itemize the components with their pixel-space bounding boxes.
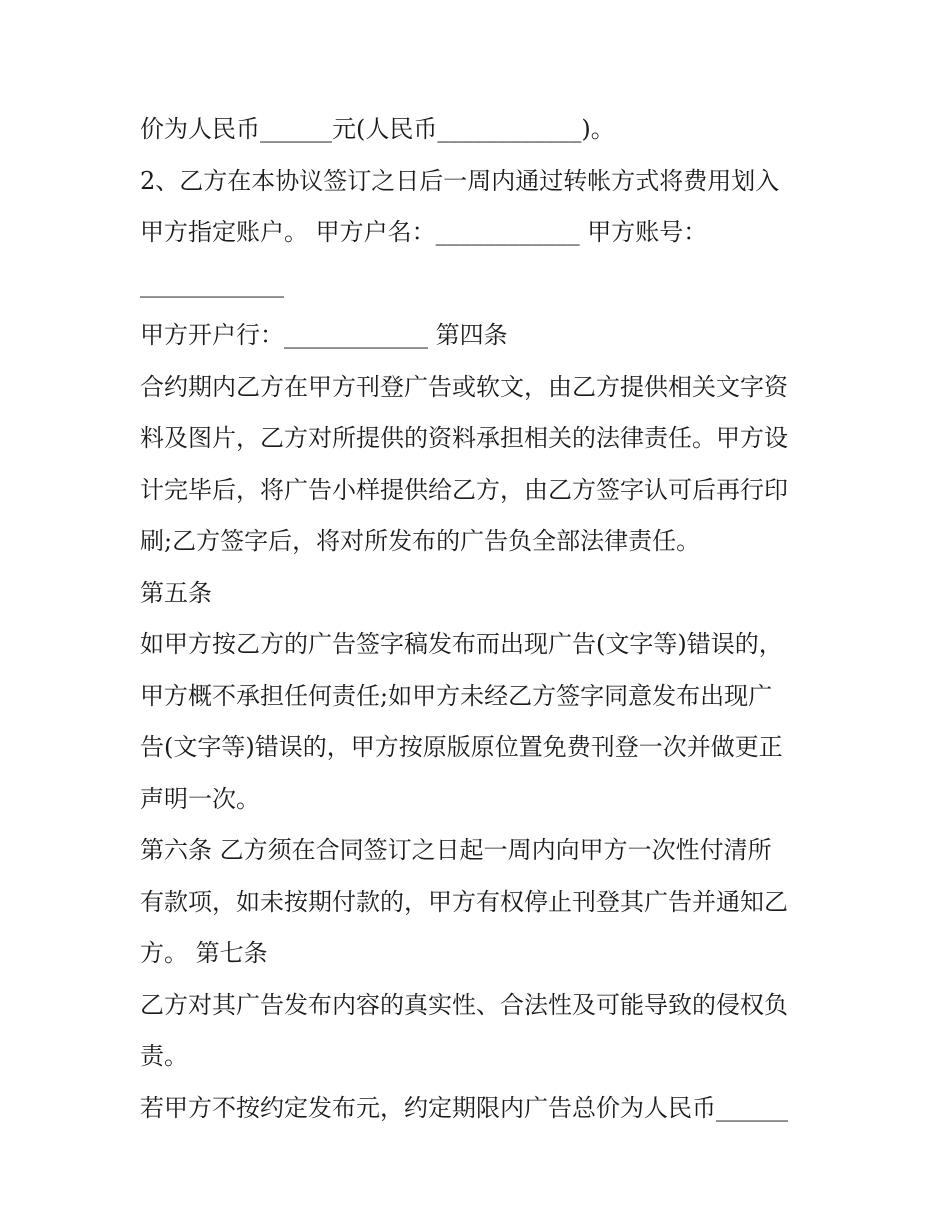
text-line-20: 若甲方不按约定发布元，约定期限内广告总价为人民币______ <box>140 1093 788 1122</box>
text-line-15: 第六条 乙方须在合同签订之日起一周内向甲方一次性付清所 <box>140 836 772 864</box>
text-line-8: 计完毕后，将广告小样提供给乙方，由乙方签字认可后再行印 <box>140 475 788 504</box>
text-line-3: 甲方指定账户。 甲方户名：____________ 甲方账号： <box>140 218 708 246</box>
text-line-5: 甲方开户行：____________ 第四条 <box>140 321 508 349</box>
text-line-16: 有款项，如未按期付款的，甲方有权停止刊登其广告并通知乙 <box>140 887 788 916</box>
text-line-1: 价为人民币______元(人民币____________)。 <box>140 115 615 143</box>
text-line-4: ____________ <box>140 269 284 298</box>
text-line-10: 第五条 <box>140 578 212 607</box>
text-line-9: 刷;乙方签字后，将对所发布的广告负全部法律责任。 <box>140 527 701 555</box>
text-line-17: 方。 第七条 <box>140 939 268 967</box>
contract-text <box>140 104 820 1134</box>
text-line-12: 甲方概不承担任何责任;如甲方未经乙方签字同意发布出现广 <box>140 681 773 710</box>
text-line-19: 责。 <box>140 1042 188 1070</box>
text-line-13: 告(文字等)错误的，甲方按原版原位置免费刊登一次并做更正 <box>140 733 783 761</box>
text-line-6: 合约期内乙方在甲方刊登广告或软文，由乙方提供相关文字资 <box>140 372 788 401</box>
text-line-2: 2、乙方在本协议签订之日后一周内通过转帐方式将费用划入 <box>140 166 780 195</box>
text-line-18: 乙方对其广告发布内容的真实性、合法性及可能导致的侵权负 <box>140 990 788 1019</box>
text-line-11: 如甲方按乙方的广告签字稿发布而出现广告(文字等)错误的， <box>140 630 783 658</box>
text-line-7: 料及图片，乙方对所提供的资料承担相关的法律责任。甲方设 <box>140 424 788 452</box>
text-line-14: 声明一次。 <box>140 784 260 813</box>
